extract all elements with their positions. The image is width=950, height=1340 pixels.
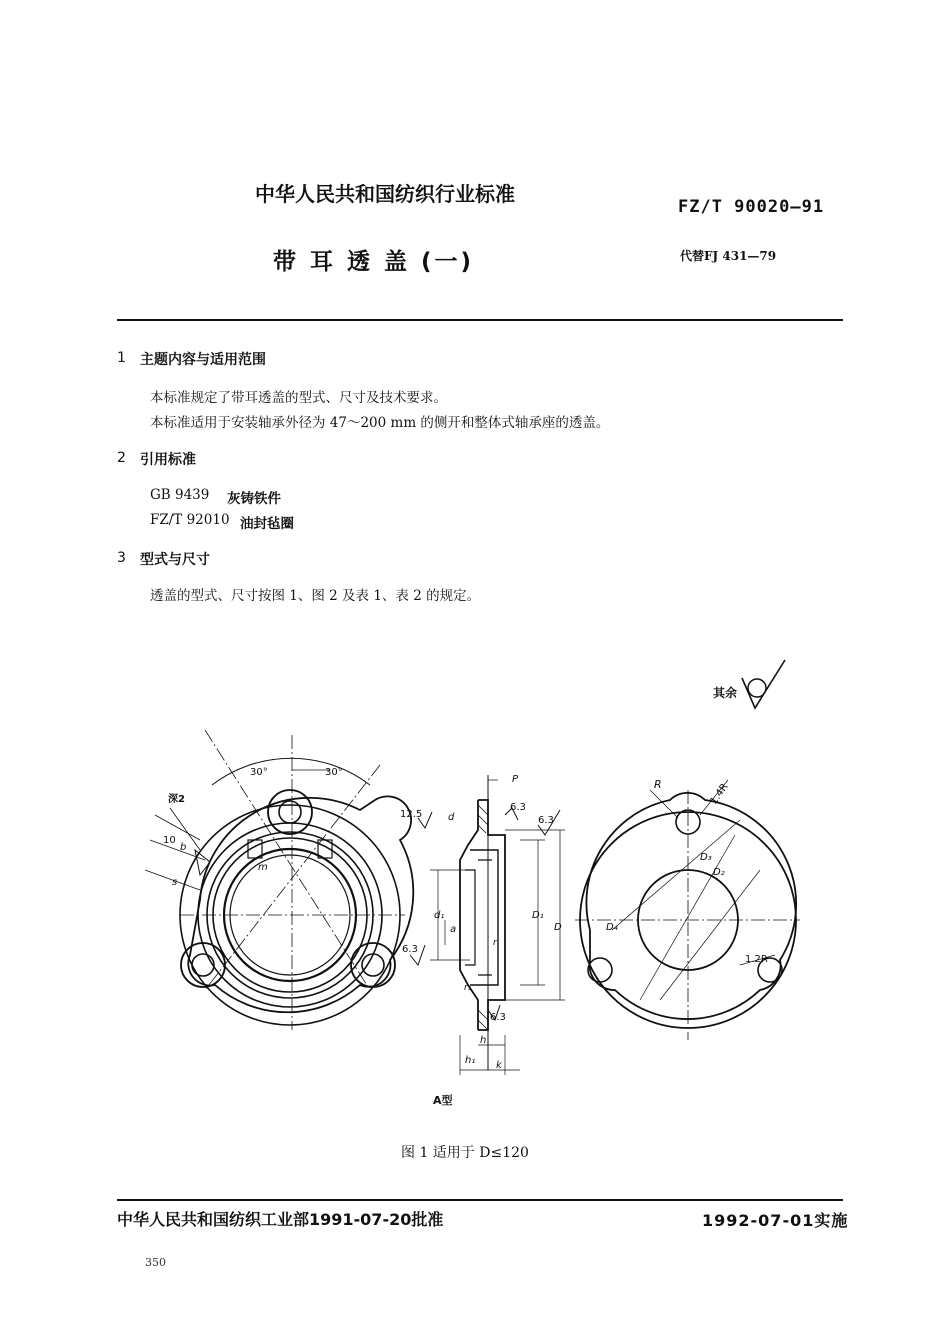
dim-label: 12.5 [400, 809, 423, 820]
ref-code: FZ/T 92010 [150, 512, 230, 528]
figure-caption: 图 1 适用于 D≤120 [401, 1145, 529, 1161]
ref-code: GB 9439 [150, 487, 210, 503]
dim-label: r₁ [464, 983, 472, 993]
body-line: 本标准规定了带耳透盖的型式、尺寸及技术要求。 [150, 390, 447, 406]
dim-label: h₁ [465, 1055, 476, 1066]
rest-roughness-label: 其余 [713, 686, 738, 700]
section-heading: 型式与尺寸 [140, 552, 210, 568]
dim-label: 6.3 [538, 815, 554, 826]
document-title: 带 耳 透 盖 (一) [273, 249, 475, 275]
body-line: 透盖的型式、尺寸按图 1、图 2 及表 1、表 2 的规定。 [150, 588, 481, 604]
dim-label: P [512, 774, 519, 785]
dim-label: 6.3 [490, 1012, 506, 1023]
dim-label: 深2 [168, 794, 185, 805]
section-heading: 引用标准 [140, 452, 196, 468]
figure-type-label: A型 [433, 1094, 453, 1107]
ref-name: 油封毡圈 [240, 516, 294, 532]
dim-label: b [180, 842, 187, 853]
rear-view [575, 780, 800, 1040]
standard-number: FZ/T 90020—91 [678, 197, 825, 217]
dim-label: D₃ [700, 852, 712, 863]
section-number: 1 [117, 350, 126, 366]
front-view [145, 730, 413, 1030]
org-title: 中华人民共和国纺织行业标准 [255, 182, 515, 206]
dim-label: a [450, 924, 457, 935]
effective-date: 1992-07-01实施 [702, 1211, 849, 1230]
dim-label: 6.3 [402, 944, 418, 955]
dim-label: m [258, 862, 268, 873]
dim-label: 10 [163, 835, 176, 846]
footer-rule [117, 1199, 843, 1201]
approval-note: 中华人民共和国纺织工业部1991-07-20批准 [117, 1210, 444, 1229]
dim-label: h [480, 1035, 487, 1046]
page-number: 350 [145, 1256, 166, 1269]
section-number: 2 [117, 450, 126, 466]
dim-label: s [172, 877, 178, 888]
dim-label: 30° [325, 767, 343, 778]
dim-label: D₁ [532, 910, 544, 921]
dim-label: R [654, 778, 662, 791]
technical-drawing [0, 640, 950, 1120]
header-rule [117, 319, 843, 321]
dim-label: D [554, 922, 562, 933]
dim-label: 1.2R [745, 954, 768, 965]
dim-label: 30° [250, 767, 268, 778]
dim-label: D₂ [713, 867, 725, 878]
body-line: 本标准适用于安装轴承外径为 47～200 mm 的侧开和整体式轴承座的透盖。 [150, 415, 610, 431]
dim-label: D₄ [606, 922, 618, 933]
section-heading: 主题内容与适用范围 [140, 352, 266, 368]
dim-label: d₁ [434, 910, 445, 921]
dim-label: 1.4R [708, 781, 731, 807]
replaces-note: 代替FJ 431—79 [680, 249, 777, 263]
dim-label: r [493, 938, 497, 948]
dim-label: k [496, 1060, 502, 1071]
dim-label: 6.3 [510, 802, 526, 813]
dim-label: d [448, 812, 455, 823]
section-number: 3 [117, 550, 126, 566]
ref-name: 灰铸铁件 [227, 491, 281, 507]
